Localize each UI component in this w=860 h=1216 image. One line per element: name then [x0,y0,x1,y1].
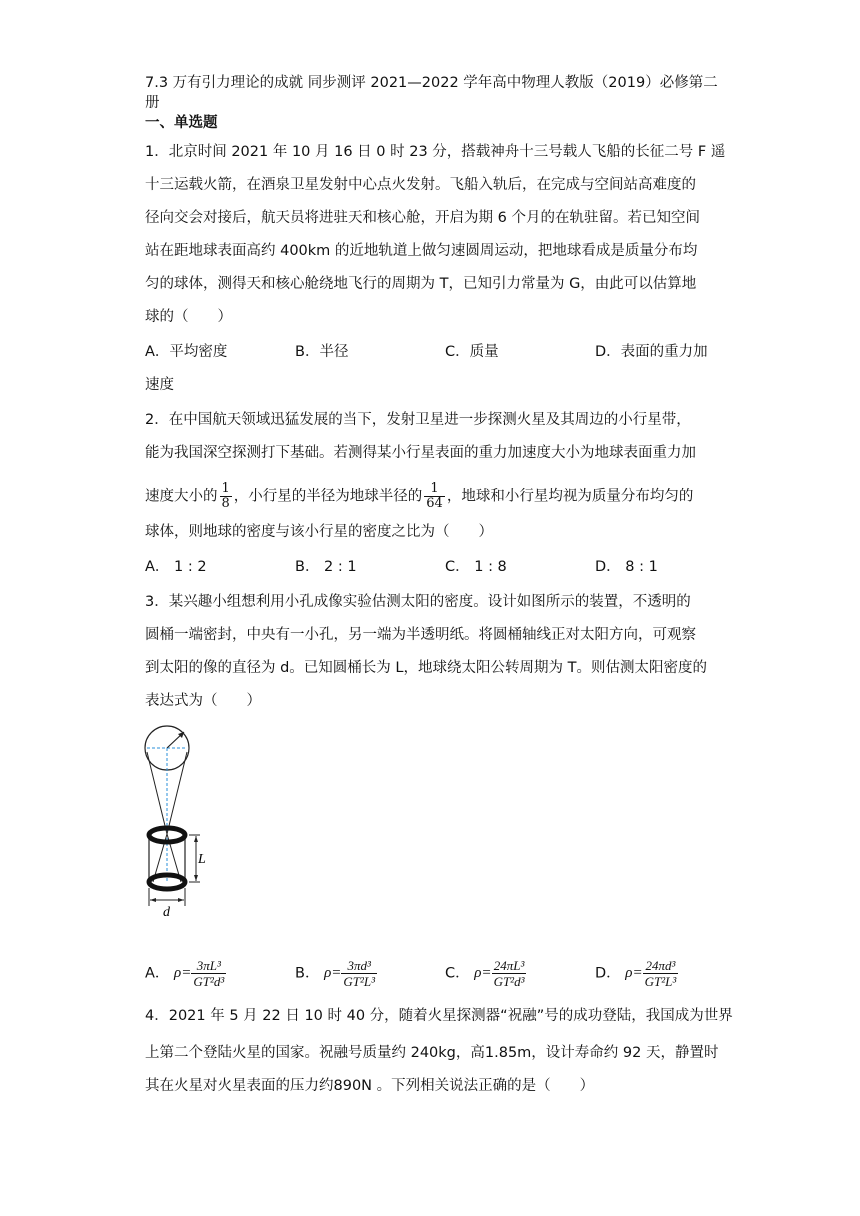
formula-lhs: ρ= [625,964,643,981]
formula-lhs: ρ= [474,964,492,981]
light-ray [167,752,187,834]
arrow-head [194,875,198,881]
q1-text-line: 站在距地球表面高约 400km 的近地轨道上做匀速圆周运动，把地球看成是质量分布均 [145,243,698,259]
q3-text-line: 3．某兴趣小组想利用小孔成像实验估测太阳的密度。设计如图所示的装置，不透明的 [145,594,691,610]
fraction-denominator: 8 [221,496,230,511]
q1-text-line: 球的（ ） [145,309,232,325]
q4-text-line: 其在火星对火星表面的压力约890N 。下列相关说法正确的是（ ） [145,1078,595,1094]
formula-fraction [191,958,226,989]
q1-option-a: A．平均密度 [145,344,228,360]
fraction-denominator: 64 [426,496,443,511]
q2-text-line: 2．在中国航天领域迅猛发展的当下，发射卫星进一步探测火星及其周边的小行星带， [145,412,691,428]
q1-text-line: 十三运载火箭，在酒泉卫星发射中心点火发射。飞船入轨后，在完成与空间站高难度的 [145,177,696,193]
q1-option-b: B．半径 [295,344,349,360]
q1-text-line: 径向交会对接后，航天员将进驻天和核心舱，开启为期 6 个月的在轨驻留。若已知空间 [145,210,700,226]
formula-fraction [341,958,377,989]
fraction-numerator: 24πL³ [492,958,527,974]
density-formula [625,958,678,989]
option-label: C． [445,965,470,982]
q3-text-line: 表达式为（ ） [145,693,261,709]
section-heading: 一、单选题 [145,115,218,131]
q2-text-segment: ，小行星的半径为地球半径的 [233,488,423,505]
q2-text-segment: ，地球和小行星均视为质量分布均匀的 [446,488,694,505]
q2-option-a: A． 1 : 2 [145,559,207,575]
fraction-denominator: GT²L³ [343,974,376,989]
q3-text-line: 圆桶一端密封，中央有一小孔，另一端为半透明纸。将圆桶轴线正对太阳方向，可观察 [145,627,696,643]
q3-option-c [445,958,526,989]
q1-option-d: D．表面的重力加 [595,344,708,360]
option-label: A． [145,965,170,982]
q2-fraction-gravity [220,482,232,511]
fraction-numerator: 1 [424,482,445,497]
fraction-denominator: GT²d³ [193,974,225,989]
arrow-head [194,836,198,842]
q2-text-segment: 速度大小的 [145,488,218,505]
density-formula [324,958,377,989]
formula-fraction [643,958,679,989]
q3-option-b [295,958,377,989]
formula-fraction [492,958,527,989]
q2-fraction-radius [424,482,445,511]
q3-option-a [145,958,226,989]
q2-text-line: 球体，则地球的密度与该小行星的密度之比为（ ） [145,524,493,540]
fraction-numerator: 1 [221,481,230,496]
document-title-line2: 册 [145,95,160,111]
density-formula [174,958,226,989]
light-ray [147,752,167,834]
diameter-label: d [163,905,170,920]
fraction-denominator: GT²L³ [644,974,677,989]
fraction-numerator: 24πd³ [643,958,679,974]
formula-lhs: ρ= [174,964,192,981]
option-label: D． [595,965,621,982]
length-label: L [198,852,206,867]
fraction-denominator: GT²d³ [493,974,525,989]
q2-option-c: C． 1 : 8 [445,559,507,575]
density-formula [474,958,526,989]
arrow-head [150,898,156,902]
document-title-line1: 7.3 万有引力理论的成就 同步测评 2021—2022 学年高中物理人教版（2019）必修第二 [145,75,718,91]
q1-text-line: 1．北京时间 2021 年 10 月 16 日 0 时 23 分，搭载神舟十三号载人飞船的长征二号 F 遥 [145,144,726,160]
q3-text-line: 到太阳的像的直径为 d。已知圆桶长为 L，地球绕太阳公转周期为 T。则估测太阳密度的 [145,660,707,676]
q1-text-line: 匀的球体，测得天和核心舱绕地飞行的周期为 T，已知引力常量为 G，由此可以估算地 [145,276,697,292]
q3-option-d [595,958,678,989]
formula-lhs: ρ= [324,964,342,981]
fraction-numerator: 3πd³ [341,958,377,974]
q2-option-b: B． 2 : 1 [295,559,357,575]
q2-option-d: D． 8 : 1 [595,559,658,575]
arrow-head [178,898,184,902]
q1-option-d-continued: 速度 [145,377,174,393]
q2-text-line: 能为我国深空探测打下基础。若测得某小行星表面的重力加速度大小为地球表面重力加 [145,445,696,461]
fraction-numerator: 3πL³ [191,958,226,974]
pinhole-camera-figure [140,722,220,922]
q4-text-line: 4．2021 年 5 月 22 日 10 时 40 分，随着火星探测器“祝融”号的成功登陆，我国成为世界 [145,1008,733,1024]
q1-option-c: C．质量 [445,344,499,360]
q4-text-line: 上第二个登陆火星的国家。祝融号质量约 240kg，高1.85m，设计寿命约 92 天，静置时 [145,1045,719,1061]
q2-text-line-with-fractions [145,482,693,511]
option-label: B． [295,965,320,982]
